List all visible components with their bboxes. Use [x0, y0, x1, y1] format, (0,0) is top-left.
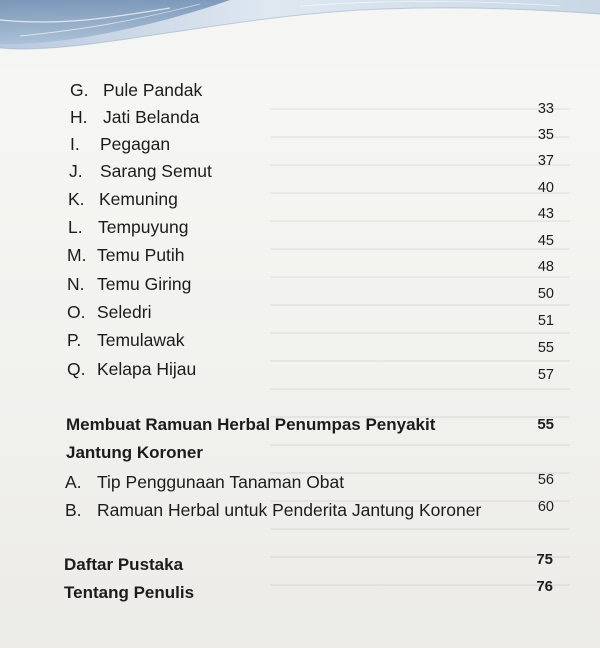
page-number: 55 [537, 340, 554, 356]
item-title: Temulawak [97, 330, 185, 350]
item-letter: N. [67, 274, 85, 294]
item-letter: M. [67, 245, 87, 265]
header-wave-graphic [0, 0, 600, 70]
page-number: 50 [537, 286, 554, 302]
item-letter: B. [65, 500, 82, 520]
page-number: 33 [537, 101, 554, 117]
chapter-title-line-2: Jantung Koroner [66, 443, 203, 462]
item-letter: A. [65, 472, 82, 492]
back-matter-page-number: 75 [536, 551, 553, 568]
page-number: 35 [537, 127, 554, 143]
item-letter: K. [68, 189, 85, 209]
item-title: Jati Belanda [103, 107, 200, 127]
item-letter: H. [70, 107, 88, 127]
page-number: 40 [537, 180, 554, 196]
item-title: Pule Pandak [103, 80, 203, 100]
item-letter: I. [70, 134, 80, 154]
header-decoration [0, 0, 600, 70]
item-title: Temu Giring [97, 274, 192, 294]
item-letter: L. [68, 217, 83, 237]
item-title: Tempuyung [98, 217, 189, 237]
item-title: Sarang Semut [100, 161, 212, 181]
page-number: 48 [537, 259, 554, 275]
page-number: 51 [537, 313, 554, 329]
back-matter-tentang-penulis: Tentang Penulis [64, 583, 195, 602]
item-title: Kelapa Hijau [97, 359, 197, 379]
page-number: 57 [537, 367, 554, 383]
item-title: Kemuning [99, 189, 178, 209]
item-letter: J. [69, 161, 83, 181]
page-number: 37 [537, 153, 554, 169]
page-number: 45 [537, 233, 554, 249]
item-title: Tip Penggunaan Tanaman Obat [97, 472, 345, 492]
page-number: 60 [537, 499, 554, 515]
back-matter-daftar-pustaka: Daftar Pustaka [64, 555, 184, 574]
item-letter: P. [67, 330, 82, 350]
item-letter: G. [70, 80, 89, 100]
page-number: 56 [537, 472, 554, 488]
item-title: Temu Putih [97, 245, 185, 265]
item-letter: O. [67, 302, 86, 322]
item-title: Seledri [97, 302, 152, 322]
chapter-title-line-1: Membuat Ramuan Herbal Penumpas Penyakit [66, 415, 436, 434]
chapter-page-number: 55 [537, 416, 554, 433]
page-number: 43 [537, 206, 554, 222]
item-letter: Q. [67, 359, 86, 379]
item-title: Ramuan Herbal untuk Penderita Jantung Koroner [97, 500, 482, 520]
item-title: Pegagan [100, 134, 171, 154]
back-matter-page-number: 76 [536, 578, 553, 595]
